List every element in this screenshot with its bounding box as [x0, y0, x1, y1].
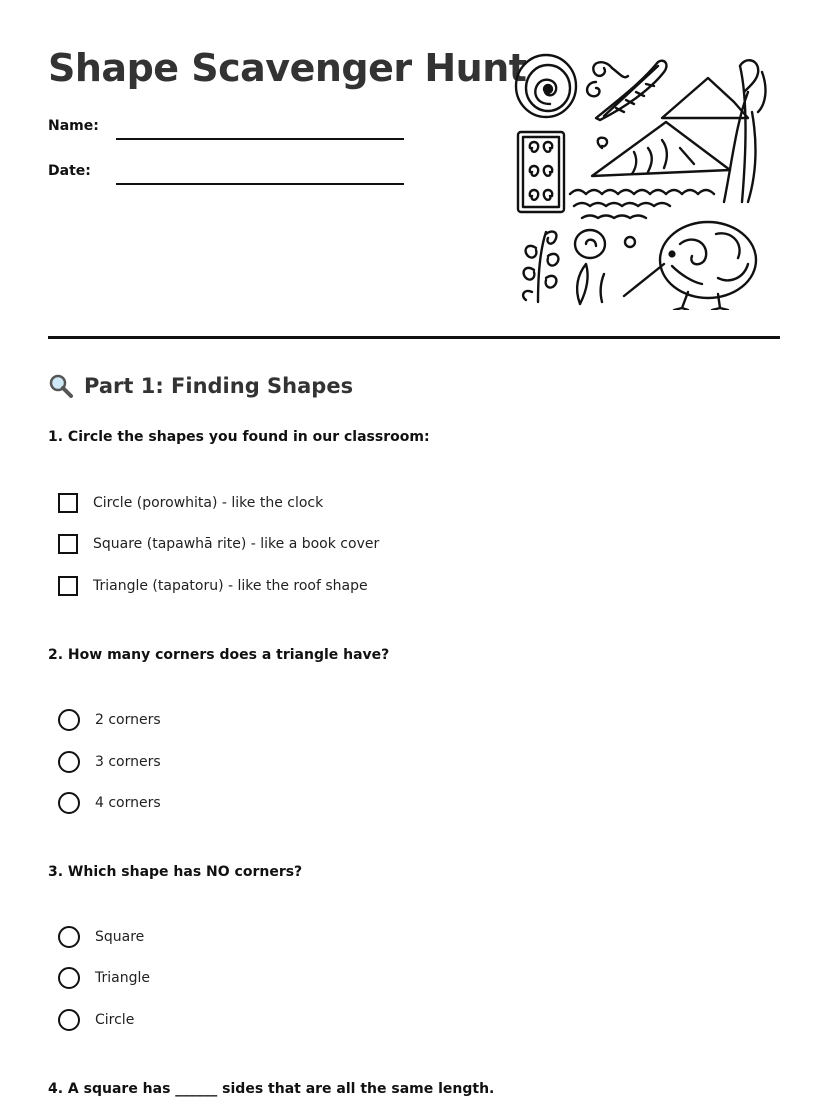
spiral-icon — [516, 55, 576, 117]
option-2-corners[interactable] — [58, 708, 161, 732]
option-circle[interactable] — [58, 491, 323, 515]
waves-icon — [570, 190, 714, 218]
section-divider — [48, 336, 780, 339]
kiwi-bird-icon — [624, 222, 756, 310]
date-field[interactable] — [116, 159, 404, 183]
option-label: Square — [95, 929, 145, 945]
option-label: Square (tapawhā rite) - like a book cover — [93, 536, 380, 552]
checkbox[interactable] — [58, 534, 78, 554]
radio-button[interactable] — [58, 1009, 80, 1031]
option-label: 2 corners — [95, 712, 161, 728]
worksheet-title: Shape Scavenger Hunt — [48, 46, 527, 90]
carving-panel-icon — [518, 132, 564, 212]
option-label: Circle (porowhita) - like the clock — [93, 495, 324, 511]
checkbox[interactable] — [58, 493, 78, 513]
date-label: Date: — [48, 163, 91, 179]
mountain-icon — [592, 78, 748, 176]
radio-button[interactable] — [58, 792, 80, 814]
maori-motif-illustration — [512, 52, 768, 310]
option-triangle[interactable] — [58, 574, 368, 598]
date-line — [116, 183, 404, 185]
radio-button[interactable] — [58, 709, 80, 731]
option-label: 3 corners — [95, 754, 161, 770]
option-label: Triangle — [95, 970, 150, 986]
option-3-corners[interactable] — [58, 750, 161, 774]
radio-button[interactable] — [58, 751, 80, 773]
koru-icon — [587, 62, 628, 96]
radio-button[interactable] — [58, 967, 80, 989]
fern-frond-icon — [523, 232, 558, 302]
option-label: 4 corners — [95, 795, 161, 811]
option-label: Circle — [95, 1012, 135, 1028]
radio-button[interactable] — [58, 926, 80, 948]
question-4: 4. A square has ______ sides that are all the same length. — [48, 1081, 495, 1097]
magnifying-glass-icon — [48, 373, 74, 399]
option-square-shape[interactable] — [58, 925, 144, 949]
question-2: 2. How many corners does a triangle have? — [48, 647, 390, 663]
name-line — [116, 138, 404, 140]
name-label: Name: — [48, 118, 99, 134]
option-4-corners[interactable] — [58, 791, 161, 815]
part1-title-text: Part 1: Finding Shapes — [84, 374, 354, 398]
part1-title — [48, 373, 353, 399]
flax-flower-icon — [724, 60, 765, 202]
feather-icon — [596, 61, 666, 120]
checkbox[interactable] — [58, 576, 78, 596]
option-triangle-shape[interactable] — [58, 966, 150, 990]
option-label: Triangle (tapatoru) - like the roof shape — [93, 578, 368, 594]
option-circle-shape[interactable] — [58, 1008, 134, 1032]
question-1: 1. Circle the shapes you found in our classroom: — [48, 429, 430, 445]
question-3: 3. Which shape has NO corners? — [48, 864, 303, 880]
name-field[interactable] — [116, 114, 404, 138]
option-square[interactable] — [58, 532, 379, 556]
